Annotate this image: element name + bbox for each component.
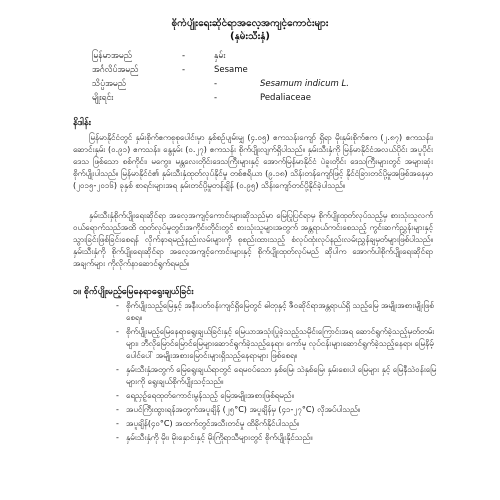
dash-bullet: - — [116, 301, 119, 310]
info-label: အင်္ဂလိပ်အမည် — [92, 65, 139, 75]
site-selection-list — [116, 300, 442, 446]
list-item-text: အပူချိန်(၄၀°C) အထက်တွင်အသီးတင်မှု ထိခိုက်နိုင်ပါသည်။ — [126, 419, 300, 428]
list-item — [116, 326, 442, 362]
list-item-text: နှမ်းသီးနှံကို မိုး၊ မိုးနှောင်းနှင့် မိုးကြိုရာသီများတွင် စိုက်ပျိုးနိုင်သည်။ — [126, 433, 313, 442]
list-item — [116, 432, 442, 444]
info-label: မြန်မာအမည် — [92, 51, 132, 61]
info-value: နှမ်း — [214, 51, 226, 61]
document-title: စိုက်ပျိုးရေးဆိုင်ရာအလေ့အကျင့်ကောင်းများ — [171, 18, 329, 29]
document-subtitle: (နှမ်းသီးနှံ) — [230, 31, 270, 42]
intro-paragraph-1: မြန်မာနိုင်ငံတွင် နှမ်းစိုက်ဧကစုစုပေါင်းမှာ နှစ်စဉ်ပျမ်းမျှ (၄.၀၅) ဧကသန်းကျော် ရှိရာ မိုးနှမ်းစိုက်ဧက (၂.၈၇) ဧကသန်း၊ ဆောင်းနှမ်း (၀.၉၁) ဧကသန်း၊ နွေနှမ်း (၀.၂၇) ဧကသန်း စိုက်ပျိုးလျက်ရှိပါသည်။ နှမ်းသီးနှံကို မြန်မာနိုင်ငံအလယ်ပိုင်း အပူပိုင်းဒေသ ဖြစ်သော စစ်ကိုင်း၊ မကွေး၊ မန္တလေးတိုင်းဒေသကြီးများနှင့် အောက်မြန်မာနိုင်ငံ ပဲခူးတိုင်း ဒေသကြီးများတွင် အများဆုံးစိုက်ပျိုးပါသည်။ မြန်မာနိုင်ငံ၏ နှမ်းသီးနှံထုတ်လုပ်နိုင်မှု တစ်ဧရိယာ (၉.၁၈) သိန်းတန်ကျော်ဖြင့် နိုင်ငံခြားတင်ပို့မှုအဖြစ်အနေမှာ (၂၀၁၅-၂၀၁၆) ခုနှစ် စာရင်းများအရ နှမ်းတင်ပို့မှုတန်ချိန် (၀.၉၅) သိန်းကျော်တင်ပို့နိုင်ခဲ့ပါသည်။ — [73, 133, 433, 190]
dash-bullet: - — [116, 433, 119, 442]
intro-heading: နိဒါန်း — [73, 118, 91, 128]
info-label: သိပ္ပံအမည် — [92, 79, 126, 89]
dash-bullet: - — [116, 327, 119, 336]
info-dash: - — [182, 51, 186, 61]
list-item — [116, 300, 442, 324]
dash-bullet: - — [116, 419, 119, 428]
intro-paragraph-2: နှမ်းသီးနှံစိုက်ပျိုးရေးဆိုင်ရာ အလေ့အကျင့်ကောင်းများဆိုသည်မှာ မြေပြုပြင်ရာမှ စိုက်ပျိုးထုတ်လုပ်သည့်မှ စားသုံးသူလက်ဝယ်ရောက်သည်အထိ ထုတ်လုပ်မှုတွင်းအကိုင်းတိုင်းတွင် စားသုံးသူများအတွက် အန္တရာယ်ကင်းစေသည့် ကွင်းဆက်ညွှန်းများနှင့်သွားခြင်းဖြစ်ခြင်းစေရန် လိုက်နာရမည့်နည်းလမ်းများကို စုစည်းထားသည့် စံလုပ်ထုံးလုပ်နည်းလမ်းညွှန်ချမှတ်များဖြစ်ပါသည်။ နှမ်းသီးနှံကို စိုက်ပျိုးရေးဆိုင်ရာ အလေ့အကျင့်ကောင်းများနှင့် စိုက်ပျိုးထုတ်လုပ်မည် ဆိုပါက အောက်ပါစိုက်ပျိုးရေးဆိုင်ရာအချက်များ ကိုလိုက်နာဆောင်ရွက်ရမည်။ — [73, 211, 433, 268]
info-value: Pedaliaceae — [260, 93, 311, 103]
info-value: Sesame — [214, 65, 248, 75]
list-item — [116, 390, 442, 402]
info-dash: - — [214, 79, 218, 89]
list-item — [116, 364, 442, 388]
list-item — [116, 418, 442, 430]
section-1-heading: ၁။ စိုက်ပျိုးမည့်မြေနေရာရွေးချယ်ခြင်း — [73, 287, 194, 297]
dash-bullet: - — [116, 405, 119, 414]
list-item-text: ရေညှဉ့်ရေထုတ်ကောင်းမွန်သည့် မြေအမျိုးအစားဖြစ်ရမည်။ — [126, 391, 294, 400]
info-label: မျိုးရင်း — [92, 93, 114, 103]
list-item-text: အပင်ကြီးထွားရန်အတွက်အပူချိန် (၂၅°C) အပူချိန်မှ (၄၁-၂၇°C) လိုအပ်ပါသည်။ — [126, 405, 361, 414]
info-dash: - — [214, 93, 218, 103]
list-item — [116, 404, 442, 416]
dash-bullet: - — [116, 365, 119, 374]
dash-bullet: - — [116, 391, 119, 400]
list-item-text: စိုက်ပျိုးသည့်မြေနှင့် အနီးပတ်ဝန်းကျင်ရှိမြေတွင် ဓါတုနှင့် ဇီဝဆိုင်ရာအန္တရာယ်ရှိ သည့်မြေ အမျိုးအစားမျိုးဖြစ်စေရ။ — [126, 301, 434, 322]
info-value: Sesamum indicum L. — [260, 79, 349, 89]
list-item-text: စိုက်ပျိုးမည့်မြေနေရာရွေးချယ်ခြင်းနှင့် မြေယာအသုံးပြုခဲ့သည့်သမိုင်းကြောင်းအရ ဆောင်ရွက်ခဲ့သည့်မှတ်တမ်းများ၊ ဘီလိုမြောင်မြောင်မြေများဆောင်ရွက်ခဲ့သည့်နေရာ၊ ကော်မူ လုပ်ငန်းများဆောင်ရွက်ခဲ့သည့်နေရာ၊ မြေနိမ့်ပေါင်ပေါ် အမျိုးအစားမြောင်းများရှိသည့်နေရာများ ဖြစ်စေရ။ — [126, 327, 435, 360]
info-dash: - — [182, 65, 186, 75]
list-item-text: နှမ်းသီးနှံအတွက် မြေရွေးချယ်ရာတွင် ရေမဝပ်သော နှစ်မြေ၊ သဲနှစ်မြေ၊ နှမ်းစေးပါ မြေများ နှင့် မြေနီသဲဝန်းမြေများကို ရွေးချယ်စိုက်ပျိုးသင့်သည်။ — [126, 365, 437, 386]
